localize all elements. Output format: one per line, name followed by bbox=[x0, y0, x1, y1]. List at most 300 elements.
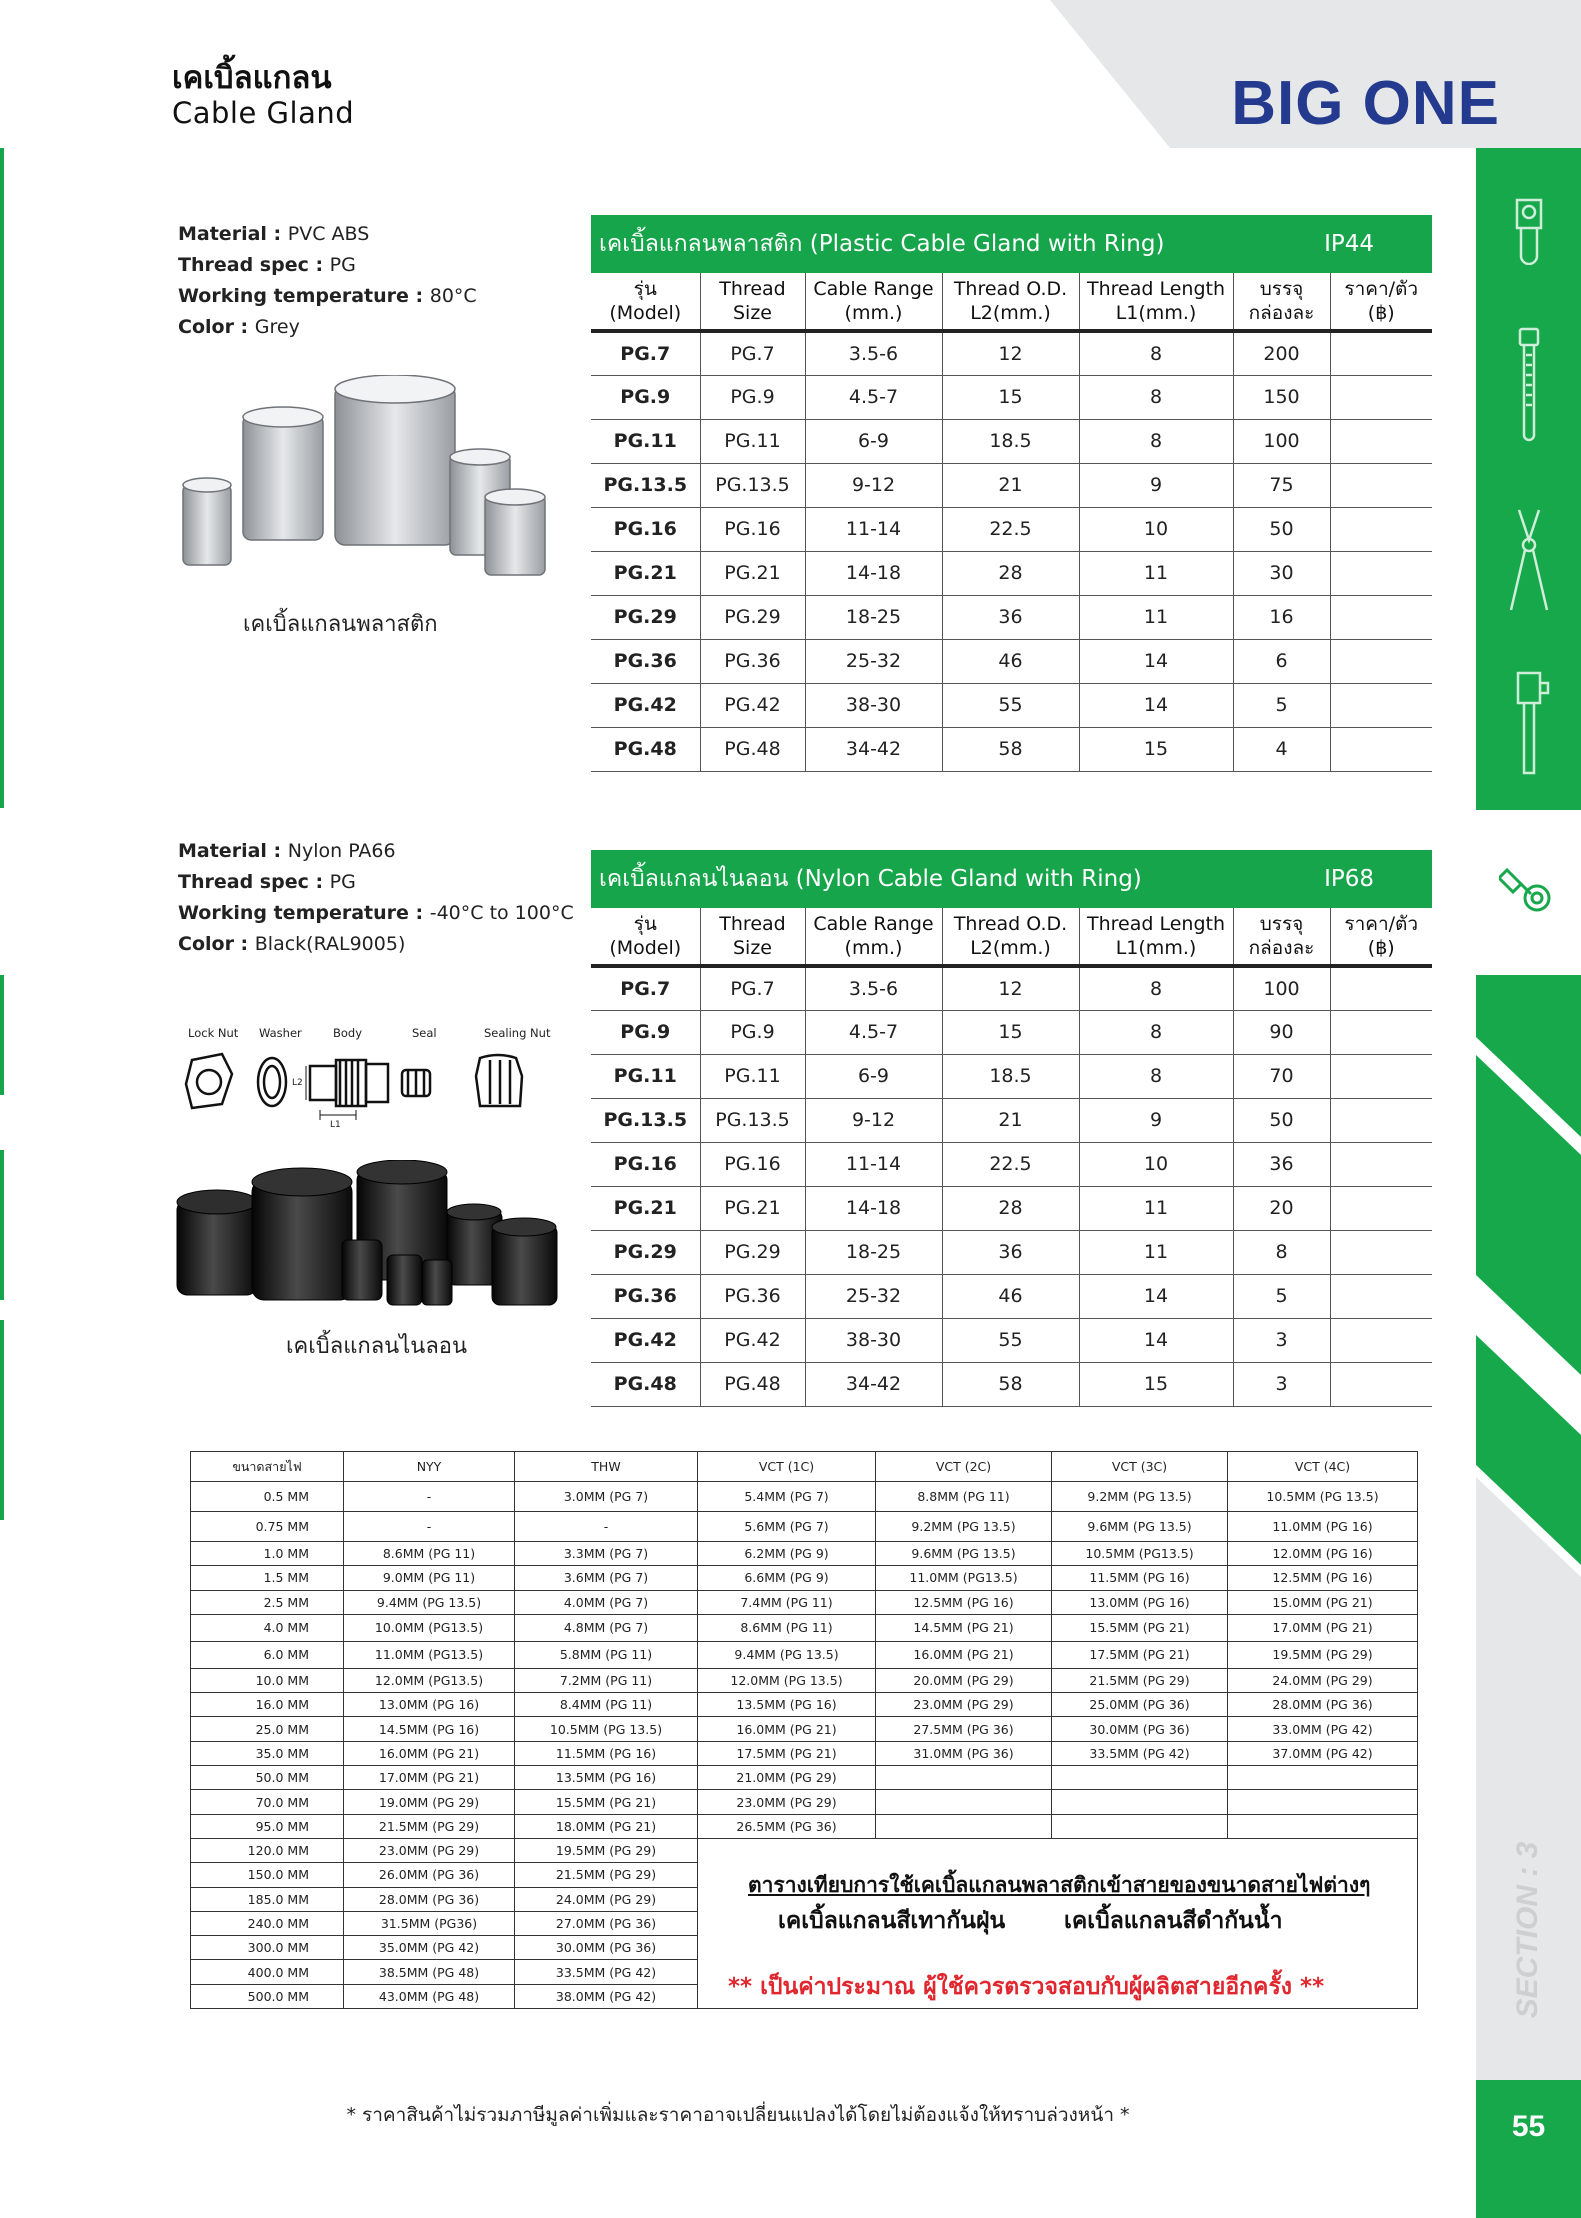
price-cell bbox=[1330, 727, 1432, 771]
column-header: บรรจุ กล่องละ bbox=[1233, 273, 1330, 331]
spec-material: Material : Nylon PA66 bbox=[178, 840, 396, 862]
dim-label-l1: L1 bbox=[330, 1120, 341, 1130]
comparison-cell bbox=[1228, 1814, 1418, 1838]
table-row bbox=[591, 595, 1432, 639]
cable-size-cell: 150.0 MM bbox=[191, 1863, 344, 1887]
comparison-cell: 24.0MM (PG 29) bbox=[515, 1887, 698, 1911]
table-cell: 15 bbox=[942, 375, 1079, 419]
comparison-row bbox=[191, 1790, 1418, 1814]
price-cell bbox=[1330, 1318, 1432, 1362]
comparison-cell: 33.5MM (PG 42) bbox=[515, 1960, 698, 1984]
comparison-cell bbox=[1228, 1790, 1418, 1814]
table-cell: 8 bbox=[1079, 331, 1233, 375]
column-header: Thread Size bbox=[700, 273, 805, 331]
comparison-cell: 27.5MM (PG 36) bbox=[876, 1717, 1052, 1741]
section-label bbox=[1476, 1800, 1581, 2060]
comparison-note-title: ตารางเทียบการใช้เคเบิ้ลแกลนพลาสติกเข้าสายของขนาดสายไฟต่างๆ bbox=[748, 1872, 1371, 1897]
table-cell: 34-42 bbox=[805, 1362, 942, 1406]
table-cell: 34-42 bbox=[805, 727, 942, 771]
comparison-cell: 23.0MM (PG 29) bbox=[876, 1693, 1052, 1717]
comparison-cell: 20.0MM (PG 29) bbox=[876, 1668, 1052, 1692]
comparison-cell: 21.5MM (PG 29) bbox=[515, 1863, 698, 1887]
comparison-cell: 8.6MM (PG 11) bbox=[344, 1542, 515, 1566]
table-cell: 14 bbox=[1079, 639, 1233, 683]
table-cell: 15 bbox=[1079, 727, 1233, 771]
comparison-cell: 26.0MM (PG 36) bbox=[344, 1863, 515, 1887]
table-cell: PG.21 bbox=[700, 551, 805, 595]
comparison-cell: 10.0MM (PG13.5) bbox=[344, 1614, 515, 1641]
table-row bbox=[591, 419, 1432, 463]
cable-size-cell: 120.0 MM bbox=[191, 1838, 344, 1862]
comparison-cell bbox=[1052, 1766, 1228, 1790]
table-cell: 18-25 bbox=[805, 1230, 942, 1274]
comparison-cell bbox=[876, 1790, 1052, 1814]
price-cell bbox=[1330, 683, 1432, 727]
comparison-note-box bbox=[698, 1838, 1418, 2008]
comparison-cell: 3.0MM (PG 7) bbox=[515, 1482, 698, 1512]
plastic-cable-gland-photo bbox=[175, 375, 565, 589]
comparison-cell bbox=[1052, 1790, 1228, 1814]
table-cell: 36 bbox=[942, 1230, 1079, 1274]
page-title-english: Cable Gland bbox=[172, 96, 355, 130]
table-cell: 21 bbox=[942, 1098, 1079, 1142]
comparison-cell: 19.0MM (PG 29) bbox=[344, 1790, 515, 1814]
spec-color: Color : Grey bbox=[178, 316, 300, 338]
table-cell: PG.21 bbox=[700, 1186, 805, 1230]
table-row bbox=[591, 1362, 1432, 1406]
comparison-cell: 30.0MM (PG 36) bbox=[1052, 1717, 1228, 1741]
table-cell: PG.16 bbox=[591, 1142, 700, 1186]
table-cell: PG.21 bbox=[591, 551, 700, 595]
table-row bbox=[591, 1230, 1432, 1274]
comparison-cell: 12.0MM (PG 13.5) bbox=[698, 1668, 876, 1692]
plastic-spec-list bbox=[178, 219, 477, 343]
comparison-column-header: VCT (1C) bbox=[698, 1452, 876, 1482]
table-row bbox=[591, 463, 1432, 507]
cable-size-cell: 2.5 MM bbox=[191, 1590, 344, 1614]
table-cell: PG.11 bbox=[591, 1054, 700, 1098]
table-cell: PG.48 bbox=[591, 1362, 700, 1406]
footer-disclaimer: * ราคาสินค้าไม่รวมภาษีมูลค่าเพิ่มและราคาอาจเปลี่ยนแปลงได้โดยไม่ต้องแจ้งให้ทราบล่วงหน้า * bbox=[346, 2104, 1130, 2126]
cutter-tool-icon[interactable] bbox=[1476, 668, 1581, 778]
table-cell: 8 bbox=[1079, 419, 1233, 463]
part-label-lock-nut: Lock Nut bbox=[188, 1026, 239, 1040]
comparison-cell: 16.0MM (PG 21) bbox=[344, 1741, 515, 1765]
table-cell: PG.42 bbox=[591, 1318, 700, 1362]
cable-tie-icon[interactable] bbox=[1476, 325, 1581, 445]
comparison-cell: 8.4MM (PG 11) bbox=[515, 1693, 698, 1717]
table-cell: PG.16 bbox=[700, 507, 805, 551]
table-cell: PG.7 bbox=[700, 966, 805, 1010]
table-row bbox=[591, 1054, 1432, 1098]
table-row bbox=[591, 966, 1432, 1010]
comparison-cell: 9.2MM (PG 13.5) bbox=[1052, 1482, 1228, 1512]
cable-size-cell: 10.0 MM bbox=[191, 1668, 344, 1692]
part-label-seal: Seal bbox=[412, 1026, 437, 1040]
table-cell: 3.5-6 bbox=[805, 966, 942, 1010]
page-title-thai: เคเบิ้ลแกลน bbox=[172, 60, 332, 96]
table-cell: 9 bbox=[1079, 1098, 1233, 1142]
comparison-cell: 11.0MM (PG 16) bbox=[1228, 1512, 1418, 1542]
comparison-cell bbox=[1228, 1766, 1418, 1790]
table-cell: 10 bbox=[1079, 1142, 1233, 1186]
comparison-cell: 43.0MM (PG 48) bbox=[344, 1984, 515, 2008]
price-cell bbox=[1330, 1274, 1432, 1318]
cable-size-cell: 0.5 MM bbox=[191, 1482, 344, 1512]
comparison-cell: - bbox=[344, 1512, 515, 1542]
table-row bbox=[591, 1010, 1432, 1054]
comparison-column-header: VCT (4C) bbox=[1228, 1452, 1418, 1482]
comparison-cell: 15.0MM (PG 21) bbox=[1228, 1590, 1418, 1614]
price-cell bbox=[1330, 551, 1432, 595]
table-cell: 15 bbox=[942, 1010, 1079, 1054]
table-cell: 14 bbox=[1079, 1318, 1233, 1362]
comparison-cell: 18.0MM (PG 21) bbox=[515, 1814, 698, 1838]
spec-temperature: Working temperature : 80°C bbox=[178, 285, 477, 307]
cable-lug-icon[interactable] bbox=[1476, 195, 1581, 265]
table-cell: PG.42 bbox=[700, 683, 805, 727]
crimping-tool-icon[interactable] bbox=[1476, 505, 1581, 615]
table-cell: PG.7 bbox=[591, 331, 700, 375]
table-row bbox=[591, 683, 1432, 727]
table-cell: 11 bbox=[1079, 1186, 1233, 1230]
price-cell bbox=[1330, 419, 1432, 463]
table-cell: PG.36 bbox=[700, 1274, 805, 1318]
comparison-row bbox=[191, 1542, 1418, 1566]
table-cell: 46 bbox=[942, 1274, 1079, 1318]
table-cell: 16 bbox=[1233, 595, 1330, 639]
comparison-cell: 5.6MM (PG 7) bbox=[698, 1512, 876, 1542]
cable-size-cell: 70.0 MM bbox=[191, 1790, 344, 1814]
table-cell: PG.29 bbox=[591, 1230, 700, 1274]
table-cell: 38-30 bbox=[805, 1318, 942, 1362]
price-cell bbox=[1330, 639, 1432, 683]
comparison-cell: 13.0MM (PG 16) bbox=[344, 1693, 515, 1717]
comparison-cell: 9.6MM (PG 13.5) bbox=[876, 1542, 1052, 1566]
price-cell bbox=[1330, 1098, 1432, 1142]
table-cell: 18.5 bbox=[942, 419, 1079, 463]
cable-size-cell: 4.0 MM bbox=[191, 1614, 344, 1641]
table-cell: 36 bbox=[1233, 1142, 1330, 1186]
comparison-cell: 12.0MM (PG13.5) bbox=[344, 1668, 515, 1692]
column-header: Thread Length L1(mm.) bbox=[1079, 908, 1233, 966]
table-row bbox=[591, 331, 1432, 375]
spec-color: Color : Black(RAL9005) bbox=[178, 933, 406, 955]
table-cell: 28 bbox=[942, 1186, 1079, 1230]
comparison-cell bbox=[876, 1766, 1052, 1790]
table-cell: PG.7 bbox=[591, 966, 700, 1010]
comparison-cell: 4.8MM (PG 7) bbox=[515, 1614, 698, 1641]
exploded-parts-drawing bbox=[180, 1020, 560, 1150]
table-cell: PG.9 bbox=[591, 1010, 700, 1054]
plastic-ip-rating: IP44 bbox=[1324, 231, 1374, 257]
cable-size-cell: 300.0 MM bbox=[191, 1936, 344, 1960]
table-row bbox=[591, 727, 1432, 771]
comparison-row bbox=[191, 1512, 1418, 1542]
comparison-row bbox=[191, 1668, 1418, 1692]
column-header: Thread O.D. L2(mm.) bbox=[942, 908, 1079, 966]
nylon-photo-caption: เคเบิ้ลแกลนไนลอน bbox=[286, 1334, 468, 1359]
table-cell: 150 bbox=[1233, 375, 1330, 419]
comparison-cell: 19.5MM (PG 29) bbox=[1228, 1641, 1418, 1668]
comparison-cell: 31.5MM (PG36) bbox=[344, 1911, 515, 1935]
comparison-row bbox=[191, 1693, 1418, 1717]
part-label-body: Body bbox=[333, 1026, 363, 1040]
table-cell: 25-32 bbox=[805, 1274, 942, 1318]
plastic-table-title: เคเบิ้ลแกลนพลาสติก (Plastic Cable Gland with Ring) bbox=[599, 231, 1165, 257]
comparison-cell: 30.0MM (PG 36) bbox=[515, 1936, 698, 1960]
comparison-cell: 6.6MM (PG 9) bbox=[698, 1566, 876, 1590]
comparison-cell: 11.0MM (PG13.5) bbox=[876, 1566, 1052, 1590]
table-cell: 18-25 bbox=[805, 595, 942, 639]
column-header: บรรจุ กล่องละ bbox=[1233, 908, 1330, 966]
table-cell: 55 bbox=[942, 683, 1079, 727]
table-cell: 6-9 bbox=[805, 1054, 942, 1098]
comparison-column-header: ขนาดสายไฟ bbox=[191, 1452, 344, 1482]
table-row bbox=[591, 1098, 1432, 1142]
table-cell: 3.5-6 bbox=[805, 331, 942, 375]
column-header: ราคา/ตัว (฿) bbox=[1330, 908, 1432, 966]
cable-size-comparison-table bbox=[190, 1451, 1417, 2009]
comparison-cell: 16.0MM (PG 21) bbox=[876, 1641, 1052, 1668]
comparison-cell: 13.5MM (PG 16) bbox=[698, 1693, 876, 1717]
table-cell: 21 bbox=[942, 463, 1079, 507]
part-label-washer: Washer bbox=[259, 1026, 302, 1040]
table-cell: 9-12 bbox=[805, 1098, 942, 1142]
cable-size-cell: 0.75 MM bbox=[191, 1512, 344, 1542]
table-cell: 11 bbox=[1079, 595, 1233, 639]
table-cell: 12 bbox=[942, 331, 1079, 375]
comparison-cell: 17.5MM (PG 21) bbox=[1052, 1641, 1228, 1668]
price-cell bbox=[1330, 1230, 1432, 1274]
comparison-cell: 37.0MM (PG 42) bbox=[1228, 1741, 1418, 1765]
comparison-cell: 9.0MM (PG 11) bbox=[344, 1566, 515, 1590]
table-cell: 70 bbox=[1233, 1054, 1330, 1098]
left-accent-strip bbox=[0, 1150, 4, 1300]
price-cell bbox=[1330, 595, 1432, 639]
table-cell: PG.9 bbox=[700, 375, 805, 419]
table-cell: 38-30 bbox=[805, 683, 942, 727]
table-cell: 25-32 bbox=[805, 639, 942, 683]
comparison-cell bbox=[876, 1814, 1052, 1838]
comparison-cell: 26.5MM (PG 36) bbox=[698, 1814, 876, 1838]
comparison-cell: 4.0MM (PG 7) bbox=[515, 1590, 698, 1614]
price-cell bbox=[1330, 1010, 1432, 1054]
comparison-cell: 11.5MM (PG 16) bbox=[515, 1741, 698, 1765]
column-header: Cable Range (mm.) bbox=[805, 908, 942, 966]
price-cell bbox=[1330, 463, 1432, 507]
table-cell: PG.13.5 bbox=[700, 463, 805, 507]
cable-size-cell: 16.0 MM bbox=[191, 1693, 344, 1717]
nylon-table-title: เคเบิ้ลแกลนไนลอน (Nylon Cable Gland with Ring) bbox=[599, 866, 1142, 892]
section-label-text: SECTION : 3 bbox=[1511, 1841, 1544, 2019]
comparison-cell: 13.0MM (PG 16) bbox=[1052, 1590, 1228, 1614]
price-cell bbox=[1330, 966, 1432, 1010]
comparison-cell: 15.5MM (PG 21) bbox=[1052, 1614, 1228, 1641]
cable-size-cell: 50.0 MM bbox=[191, 1766, 344, 1790]
left-accent-strip bbox=[0, 975, 4, 1095]
table-cell: 5 bbox=[1233, 1274, 1330, 1318]
table-cell: PG.16 bbox=[700, 1142, 805, 1186]
table-row bbox=[591, 551, 1432, 595]
comparison-cell: 17.0MM (PG 21) bbox=[1228, 1614, 1418, 1641]
black-gland-note: เคเบิ้ลแกลนสีดำกันน้ำ bbox=[1064, 1907, 1283, 1934]
table-cell: 4.5-7 bbox=[805, 375, 942, 419]
table-cell: PG.11 bbox=[700, 1054, 805, 1098]
table-cell: 18.5 bbox=[942, 1054, 1079, 1098]
table-cell: 28 bbox=[942, 551, 1079, 595]
spec-thread: Thread spec : PG bbox=[178, 871, 356, 893]
table-cell: 58 bbox=[942, 727, 1079, 771]
comparison-cell: 33.5MM (PG 42) bbox=[1052, 1741, 1228, 1765]
table-cell: PG.7 bbox=[700, 331, 805, 375]
cable-size-cell: 1.5 MM bbox=[191, 1566, 344, 1590]
comparison-cell: - bbox=[344, 1482, 515, 1512]
table-cell: 5 bbox=[1233, 683, 1330, 727]
comparison-cell: 38.0MM (PG 42) bbox=[515, 1984, 698, 2008]
plastic-table-header-bar bbox=[591, 215, 1432, 273]
comparison-column-header: THW bbox=[515, 1452, 698, 1482]
comparison-cell: 21.0MM (PG 29) bbox=[698, 1766, 876, 1790]
comparison-cell: 10.5MM (PG 13.5) bbox=[515, 1717, 698, 1741]
table-cell: 6-9 bbox=[805, 419, 942, 463]
table-cell: 11 bbox=[1079, 1230, 1233, 1274]
comparison-column-header: VCT (2C) bbox=[876, 1452, 1052, 1482]
table-cell: 6 bbox=[1233, 639, 1330, 683]
comparison-column-header: NYY bbox=[344, 1452, 515, 1482]
nylon-spec-list bbox=[178, 836, 574, 960]
table-cell: PG.13.5 bbox=[591, 1098, 700, 1142]
table-cell: 22.5 bbox=[942, 1142, 1079, 1186]
comparison-cell: 7.4MM (PG 11) bbox=[698, 1590, 876, 1614]
table-cell: PG.48 bbox=[591, 727, 700, 771]
plastic-photo-caption: เคเบิ้ลแกลนพลาสติก bbox=[243, 612, 438, 637]
comparison-cell: 8.8MM (PG 11) bbox=[876, 1482, 1052, 1512]
grey-gland-note: เคเบิ้ลแกลนสีเทากันฝุ่น bbox=[778, 1907, 1006, 1934]
table-cell: 200 bbox=[1233, 331, 1330, 375]
table-cell: 3 bbox=[1233, 1318, 1330, 1362]
column-header: Cable Range (mm.) bbox=[805, 273, 942, 331]
price-cell bbox=[1330, 1054, 1432, 1098]
table-cell: 14-18 bbox=[805, 1186, 942, 1230]
column-header: Thread O.D. L2(mm.) bbox=[942, 273, 1079, 331]
comparison-row bbox=[191, 1766, 1418, 1790]
comparison-cell: 13.5MM (PG 16) bbox=[515, 1766, 698, 1790]
table-cell: 3 bbox=[1233, 1362, 1330, 1406]
table-cell: PG.29 bbox=[591, 595, 700, 639]
comparison-cell: 27.0MM (PG 36) bbox=[515, 1911, 698, 1935]
comparison-row bbox=[191, 1566, 1418, 1590]
table-row bbox=[591, 375, 1432, 419]
table-cell: 75 bbox=[1233, 463, 1330, 507]
price-cell bbox=[1330, 507, 1432, 551]
comparison-cell: 25.0MM (PG 36) bbox=[1052, 1693, 1228, 1717]
cable-size-cell: 400.0 MM bbox=[191, 1960, 344, 1984]
table-cell: PG.11 bbox=[700, 419, 805, 463]
table-row bbox=[591, 507, 1432, 551]
comparison-cell: 12.5MM (PG 16) bbox=[876, 1590, 1052, 1614]
page-number: 55 bbox=[1476, 2080, 1581, 2218]
table-cell: 58 bbox=[942, 1362, 1079, 1406]
comparison-row bbox=[191, 1741, 1418, 1765]
comparison-cell: 10.5MM (PG 13.5) bbox=[1228, 1482, 1418, 1512]
comparison-cell: 16.0MM (PG 21) bbox=[698, 1717, 876, 1741]
table-cell: PG.11 bbox=[591, 419, 700, 463]
table-cell: PG.21 bbox=[591, 1186, 700, 1230]
table-cell: 11-14 bbox=[805, 1142, 942, 1186]
table-cell: 14-18 bbox=[805, 551, 942, 595]
table-cell: 14 bbox=[1079, 683, 1233, 727]
price-cell bbox=[1330, 375, 1432, 419]
table-cell: 20 bbox=[1233, 1186, 1330, 1230]
comparison-cell: 9.4MM (PG 13.5) bbox=[698, 1641, 876, 1668]
table-cell: 90 bbox=[1233, 1010, 1330, 1054]
comparison-cell: 28.0MM (PG 36) bbox=[344, 1887, 515, 1911]
table-cell: 4.5-7 bbox=[805, 1010, 942, 1054]
nylon-gland-exploded-diagram bbox=[180, 1020, 560, 1150]
comparison-cell: 5.8MM (PG 11) bbox=[515, 1641, 698, 1668]
nylon-table-header-bar bbox=[591, 850, 1432, 908]
table-cell: 9 bbox=[1079, 463, 1233, 507]
cable-gland-icon[interactable] bbox=[1476, 860, 1581, 920]
comparison-cell: 21.5MM (PG 29) bbox=[1052, 1668, 1228, 1692]
comparison-cell: 9.6MM (PG 13.5) bbox=[1052, 1512, 1228, 1542]
price-cell bbox=[1330, 1362, 1432, 1406]
comparison-cell: - bbox=[515, 1512, 698, 1542]
comparison-cell: 17.0MM (PG 21) bbox=[344, 1766, 515, 1790]
table-cell: 12 bbox=[942, 966, 1079, 1010]
comparison-cell: 3.3MM (PG 7) bbox=[515, 1542, 698, 1566]
table-row bbox=[591, 1274, 1432, 1318]
table-cell: 50 bbox=[1233, 507, 1330, 551]
comparison-cell: 33.0MM (PG 42) bbox=[1228, 1717, 1418, 1741]
dim-label-l2: L2 bbox=[292, 1078, 303, 1088]
table-cell: 36 bbox=[942, 595, 1079, 639]
comparison-row bbox=[191, 1814, 1418, 1838]
comparison-cell: 19.5MM (PG 29) bbox=[515, 1838, 698, 1862]
table-cell: 46 bbox=[942, 639, 1079, 683]
table-cell: PG.16 bbox=[591, 507, 700, 551]
table-cell: PG.42 bbox=[591, 683, 700, 727]
comparison-cell: 21.5MM (PG 29) bbox=[344, 1814, 515, 1838]
table-cell: 8 bbox=[1079, 1010, 1233, 1054]
plastic-gland-table bbox=[591, 215, 1432, 772]
left-accent-strip bbox=[0, 1320, 4, 1520]
comparison-row bbox=[191, 1590, 1418, 1614]
comparison-cell: 12.0MM (PG 16) bbox=[1228, 1542, 1418, 1566]
column-header: รุ่น (Model) bbox=[591, 908, 700, 966]
table-cell: PG.9 bbox=[700, 1010, 805, 1054]
table-cell: PG.29 bbox=[700, 595, 805, 639]
table-cell: PG.9 bbox=[591, 375, 700, 419]
table-cell: PG.42 bbox=[700, 1318, 805, 1362]
comparison-column-header: VCT (3C) bbox=[1052, 1452, 1228, 1482]
table-cell: 11 bbox=[1079, 551, 1233, 595]
column-header: Thread Size bbox=[700, 908, 805, 966]
column-header: ราคา/ตัว (฿) bbox=[1330, 273, 1432, 331]
comparison-cell bbox=[1052, 1814, 1228, 1838]
table-cell: 8 bbox=[1233, 1230, 1330, 1274]
table-row bbox=[591, 639, 1432, 683]
table-cell: PG.36 bbox=[700, 639, 805, 683]
comparison-row bbox=[191, 1641, 1418, 1668]
price-cell bbox=[1330, 331, 1432, 375]
table-cell: PG.13.5 bbox=[591, 463, 700, 507]
cable-size-cell: 1.0 MM bbox=[191, 1542, 344, 1566]
comparison-cell: 14.5MM (PG 16) bbox=[344, 1717, 515, 1741]
approximation-warning: ** เป็นค่าประมาณ ผู้ใช้ควรตรวจสอบกับผู้ผลิตสายอีกครั้ง ** bbox=[728, 1973, 1325, 2000]
table-cell: 10 bbox=[1079, 507, 1233, 551]
